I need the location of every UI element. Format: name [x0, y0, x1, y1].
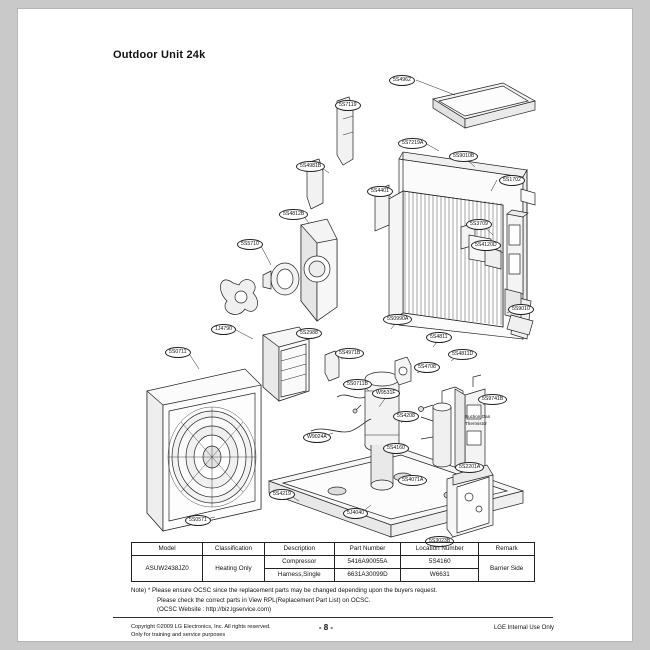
table-row — [132, 556, 535, 569]
callout-5s4708: 5S4708 — [414, 362, 440, 373]
cell-description-2: Harness,Single — [264, 569, 334, 582]
callout-5j4040: 5J4040 — [343, 508, 368, 519]
col-remark: Remark — [479, 543, 535, 556]
col-location-number: Location Number — [401, 543, 479, 556]
part-fan-guard — [147, 369, 261, 531]
callout-5s1702: 5S1702 — [499, 175, 525, 186]
part-propeller-fan — [220, 280, 257, 315]
callout-5s4160: 5S4160 — [383, 443, 409, 454]
callout-5s7219a: 5S7219A — [398, 138, 427, 149]
exploded-parts-diagram — [103, 39, 558, 544]
part-suction-gas-thermistor — [419, 405, 434, 412]
cell-model: ASUW2438JZ0 — [132, 556, 203, 582]
part-wire-harness — [311, 395, 371, 432]
table-header-row — [132, 543, 535, 556]
parts-table — [131, 542, 535, 582]
col-model: Model — [132, 543, 203, 556]
cell-description-1: Compressor — [264, 556, 334, 569]
cell-location-number-1: 5S4160 — [401, 556, 479, 569]
callout-5s0711b: 5S0711B — [343, 379, 372, 390]
callout-5s5710: 5S5710 — [237, 239, 263, 250]
callout-5s4811d: 5S4811D — [448, 349, 477, 360]
callout-5s9010: 5S9010 — [508, 304, 534, 315]
cell-classification: Heating Only — [203, 556, 265, 582]
callout-5s0990a: 5S0990A — [383, 314, 412, 325]
col-part-number: Part Number — [334, 543, 400, 556]
copyright-line-1: Copyright ©2009 LG Electronics, Inc. All rights reserved. — [131, 624, 271, 630]
callout-5s9741b: 5S9741B — [478, 394, 507, 405]
note-line-2: Please check the correct parts in View RPL(Replacement Part List) on OCSC. — [157, 596, 371, 604]
diagram-vector — [103, 39, 558, 534]
callout-5s7119: 5S7119 — [335, 100, 361, 111]
thermistor-label-line2: Thermistor — [465, 421, 487, 426]
cell-part-number-2: 6631A30099D — [334, 569, 400, 582]
callout-5s2201a: 5S2201A — [455, 462, 484, 473]
callout-5s0711: 5S0711 — [165, 347, 191, 358]
copyright-line-2: Only for training and service purposes — [131, 632, 226, 638]
thermistor-label-line1: Suction Gas — [465, 414, 491, 419]
part-top-panel — [433, 83, 535, 128]
callout-5s4219: 5S4219 — [269, 489, 295, 500]
notes-block — [131, 586, 551, 615]
callout-5s3023b: 5S3023B — [425, 536, 454, 547]
internal-use-notice: LGE Internal Use Only — [493, 625, 554, 631]
cell-part-number-1: 5416A90055A — [334, 556, 400, 569]
part-control-panel — [447, 465, 493, 537]
callout-5s4812b: 5S4812B — [279, 209, 308, 220]
callout-1j4790: 1J4790 — [211, 324, 236, 335]
footer-divider — [113, 617, 553, 618]
callout-5s4071a: 5S4071A — [398, 475, 427, 486]
callout-5s4208: 5S4208 — [393, 411, 419, 422]
note-line-1: Note) * Please ensure OCSC since the replacement parts may be changed depending upon the buyers request. — [131, 587, 438, 594]
callout-5s4962: 5S4962 — [389, 75, 415, 86]
part-fan-motor — [263, 263, 299, 295]
note-line-3: (OCSC Website : http://biz.lgservice.com) — [157, 606, 272, 613]
callout-5s4401: 5S4401 — [367, 186, 393, 197]
callout-w9531f: W9531F — [372, 388, 400, 399]
callout-5s4981b: 5S4981B — [296, 161, 325, 172]
callout-w9024a: W9024A — [303, 432, 331, 443]
document-page — [17, 8, 633, 642]
cell-remark: Barrier Side — [479, 556, 535, 582]
col-description: Description — [264, 543, 334, 556]
callout-5s4811: 5S4811 — [426, 332, 452, 343]
page-number: - 8 - — [318, 623, 334, 632]
callout-5s4120d: 5S4120D — [471, 240, 501, 251]
page-title: Outdoor Unit 24k — [113, 49, 206, 61]
callout-5s9010b: 5S9010B — [449, 151, 478, 162]
callout-5s0571: 5S0571 — [185, 515, 211, 526]
part-upper-brackets — [307, 97, 353, 209]
col-classification: Classification — [203, 543, 265, 556]
callout-5s3709: 5S3709 — [466, 219, 492, 230]
callout-5s2988: 5S2988 — [296, 328, 322, 339]
part-fan-motor-bracket — [301, 219, 337, 321]
callout-5s4971b: 5S4971B — [335, 348, 364, 359]
cell-location-number-2: W6631 — [401, 569, 479, 582]
